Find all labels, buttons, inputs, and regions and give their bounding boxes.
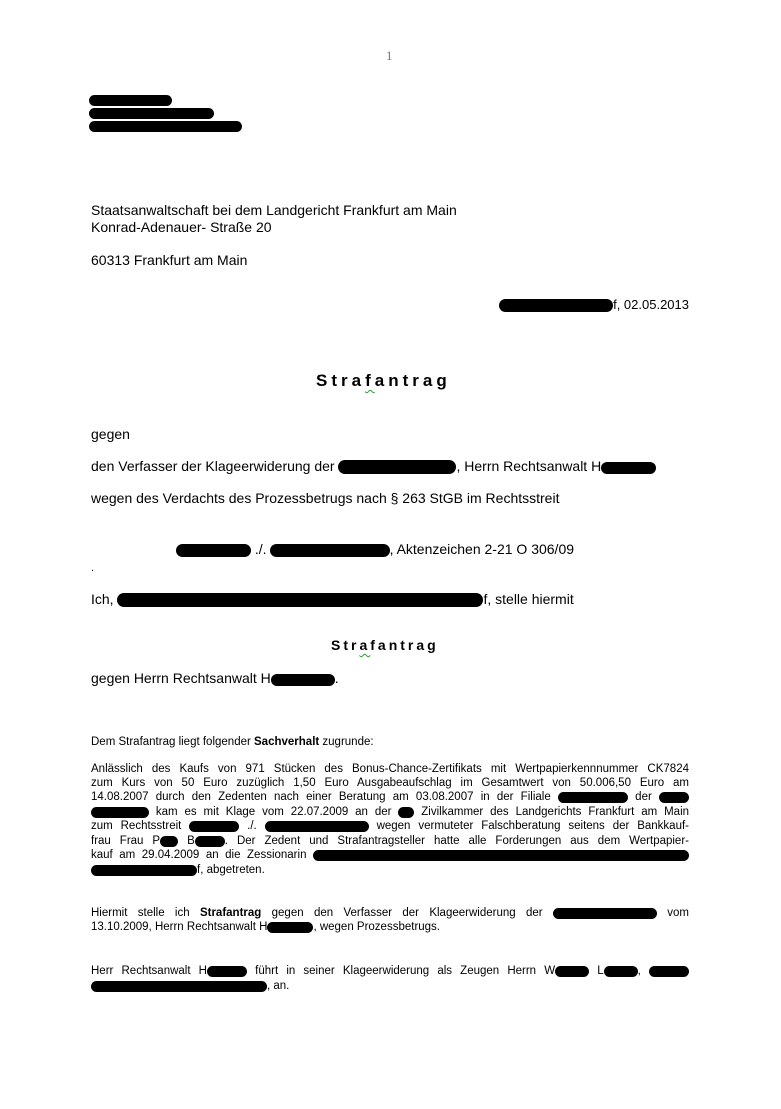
subtitle-part-2: a xyxy=(359,637,371,653)
verfasser-line xyxy=(91,458,656,475)
redacted-plaintiff xyxy=(176,544,251,557)
p1-l6b: B xyxy=(187,835,195,847)
recipient-line-3: 60313 Frankfurt am Main xyxy=(91,252,248,268)
verfasser-text: den Verfasser der Klageerwiderung der xyxy=(91,458,335,474)
p1-l5b: ./. xyxy=(247,820,257,832)
p1-l3a: 14.08.2007 durch den Zedenten nach einer Beratung am 03.08.2007 in der Filiale xyxy=(91,791,551,803)
redacted-branch xyxy=(558,792,628,803)
subtitle-part-1: Str xyxy=(331,637,360,653)
p3-l2: , an. xyxy=(267,980,290,992)
p2-line-2 xyxy=(91,920,440,935)
title-part-3: antrag xyxy=(374,371,451,390)
p1-l7a: kauf am 29.04.2009 an die Zessionarin xyxy=(91,849,307,861)
p1-l4a: kam es mit Klage vom 22.07.2009 an der xyxy=(155,806,392,818)
sachverhalt-before: Dem Strafantrag liegt folgender xyxy=(91,736,255,748)
p3-l1d: , xyxy=(637,965,641,977)
p1-l8: f, abgetreten. xyxy=(197,864,265,876)
p1-line-3 xyxy=(91,790,689,805)
title-part-1: Stra xyxy=(316,371,366,390)
stray-dot: . xyxy=(91,562,95,574)
sachverhalt-after: zugrunde: xyxy=(319,736,374,748)
p1-l4b: Zivilkammer des Landgerichts Frankfurt am Main xyxy=(421,806,690,818)
redacted-defendant-3 xyxy=(265,821,369,832)
p1-line-6 xyxy=(91,834,689,849)
redacted-advisor-last xyxy=(195,836,225,847)
redacted-witness-detail xyxy=(649,966,689,977)
redacted-bank-2 xyxy=(91,807,149,818)
p3-line-1 xyxy=(91,964,689,979)
ich-text: Ich, xyxy=(91,591,114,607)
p3-line-2 xyxy=(91,979,289,994)
sachverhalt-bold: Sachverhalt xyxy=(254,736,320,748)
p2-l2b: , wegen Prozessbetrugs. xyxy=(313,921,441,933)
recipient-line-1: Staatsanwaltschaft bei dem Landgericht Frankfurt am Main xyxy=(91,202,457,218)
redacted-lawyer-name-2 xyxy=(271,674,335,686)
redacted-assignee-2 xyxy=(91,865,197,876)
redacted-defendant-4 xyxy=(553,908,657,919)
redacted-lawyer-name-4 xyxy=(207,966,247,977)
p1-l5c: wegen vermuteter Falschberatung seitens der Bankkauf- xyxy=(376,820,690,832)
redacted-assignee xyxy=(313,850,689,861)
subtitle xyxy=(331,637,439,653)
redacted-applicant xyxy=(117,593,483,607)
gegen-herrn-line xyxy=(91,670,339,687)
date-text: f, 02.05.2013 xyxy=(613,297,689,312)
p2-l1c: vom xyxy=(667,907,689,919)
case-line xyxy=(176,541,574,558)
title-part-2: f xyxy=(365,371,375,390)
document-title xyxy=(316,371,451,391)
date-line xyxy=(499,296,689,313)
case-separator: ./. xyxy=(251,541,267,557)
redacted-witness-address xyxy=(91,981,267,992)
p1-line-1: Anlässlich des Kaufs von 971 Stücken des Bonus-Chance-Zertifikats mit Wertpapierkennnummer CK7824 xyxy=(91,763,689,775)
recipient-line-2: Konrad-Adenauer- Straße 20 xyxy=(91,219,272,235)
p2-l2a: 13.10.2009, Herrn Rechtsanwalt H xyxy=(91,921,268,933)
redacted-witness-first xyxy=(555,966,589,977)
p3-l1a: Herr Rechtsanwalt H xyxy=(91,965,207,977)
p2-l1a: Hiermit stelle ich xyxy=(91,907,200,919)
gegen-text: gegen xyxy=(91,426,130,442)
ich-line xyxy=(91,591,574,608)
ich-after-text: f, stelle hiermit xyxy=(483,591,574,607)
redacted-defendant xyxy=(338,460,456,474)
wegen-line: wegen des Verdachts des Prozessbetrugs nach § 263 StGB im Rechtsstreit xyxy=(91,490,560,506)
sachverhalt-heading xyxy=(91,735,374,750)
p3-l1b: führt in seiner Klageerwiderung als Zeugen Herrn W xyxy=(255,965,556,977)
p1-l5a: zum Rechtsstreit xyxy=(91,820,182,832)
p2-line-1 xyxy=(91,906,689,921)
p1-line-8 xyxy=(91,863,265,878)
p2-l1bold: Strafantrag xyxy=(199,907,262,919)
redacted-defendant-2 xyxy=(270,544,390,557)
p1-l3b: der xyxy=(635,791,652,803)
p1-l6c: . Der Zedent und Strafantragsteller hatte alle Forderungen aus dem Wertpapier- xyxy=(224,835,689,847)
p1-line-5 xyxy=(91,819,689,834)
redacted-chamber xyxy=(398,807,414,818)
redacted-place xyxy=(499,299,613,312)
p1-l6a: frau Frau P xyxy=(91,835,161,847)
redacted-plaintiff-2 xyxy=(189,821,239,832)
redacted-lawyer-name-3 xyxy=(267,922,313,933)
p2-l1b: gegen den Verfasser der Klageerwiderung der xyxy=(261,907,543,919)
p1-line-7 xyxy=(91,848,689,863)
aktenzeichen-text: , Aktenzeichen 2-21 O 306/09 xyxy=(389,541,575,557)
redacted-sender-street xyxy=(89,108,214,119)
p1-line-4 xyxy=(91,805,689,820)
verfasser-lawyer-text: , Herrn Rechtsanwalt H xyxy=(456,458,602,474)
redacted-sender-name xyxy=(89,95,172,106)
page-number: 1 xyxy=(386,48,393,63)
p3-l1c: L xyxy=(597,965,604,977)
gegen-herrn-text: gegen Herrn Rechtsanwalt H xyxy=(91,670,271,686)
redacted-lawyer-name xyxy=(601,462,656,474)
p1-line-2: zum Kurs von 50 Euro zuzüglich 1,50 Euro Ausgabeaufschlag im Gesamtwert von 50.006,50 Euro am xyxy=(91,777,689,789)
redacted-advisor-first xyxy=(160,836,178,847)
redacted-sender-city xyxy=(89,121,242,132)
redacted-witness-last xyxy=(604,966,638,977)
gegen-herrn-dot: . xyxy=(334,670,339,686)
subtitle-part-3: fantrag xyxy=(370,637,439,653)
redacted-bank xyxy=(659,792,689,803)
